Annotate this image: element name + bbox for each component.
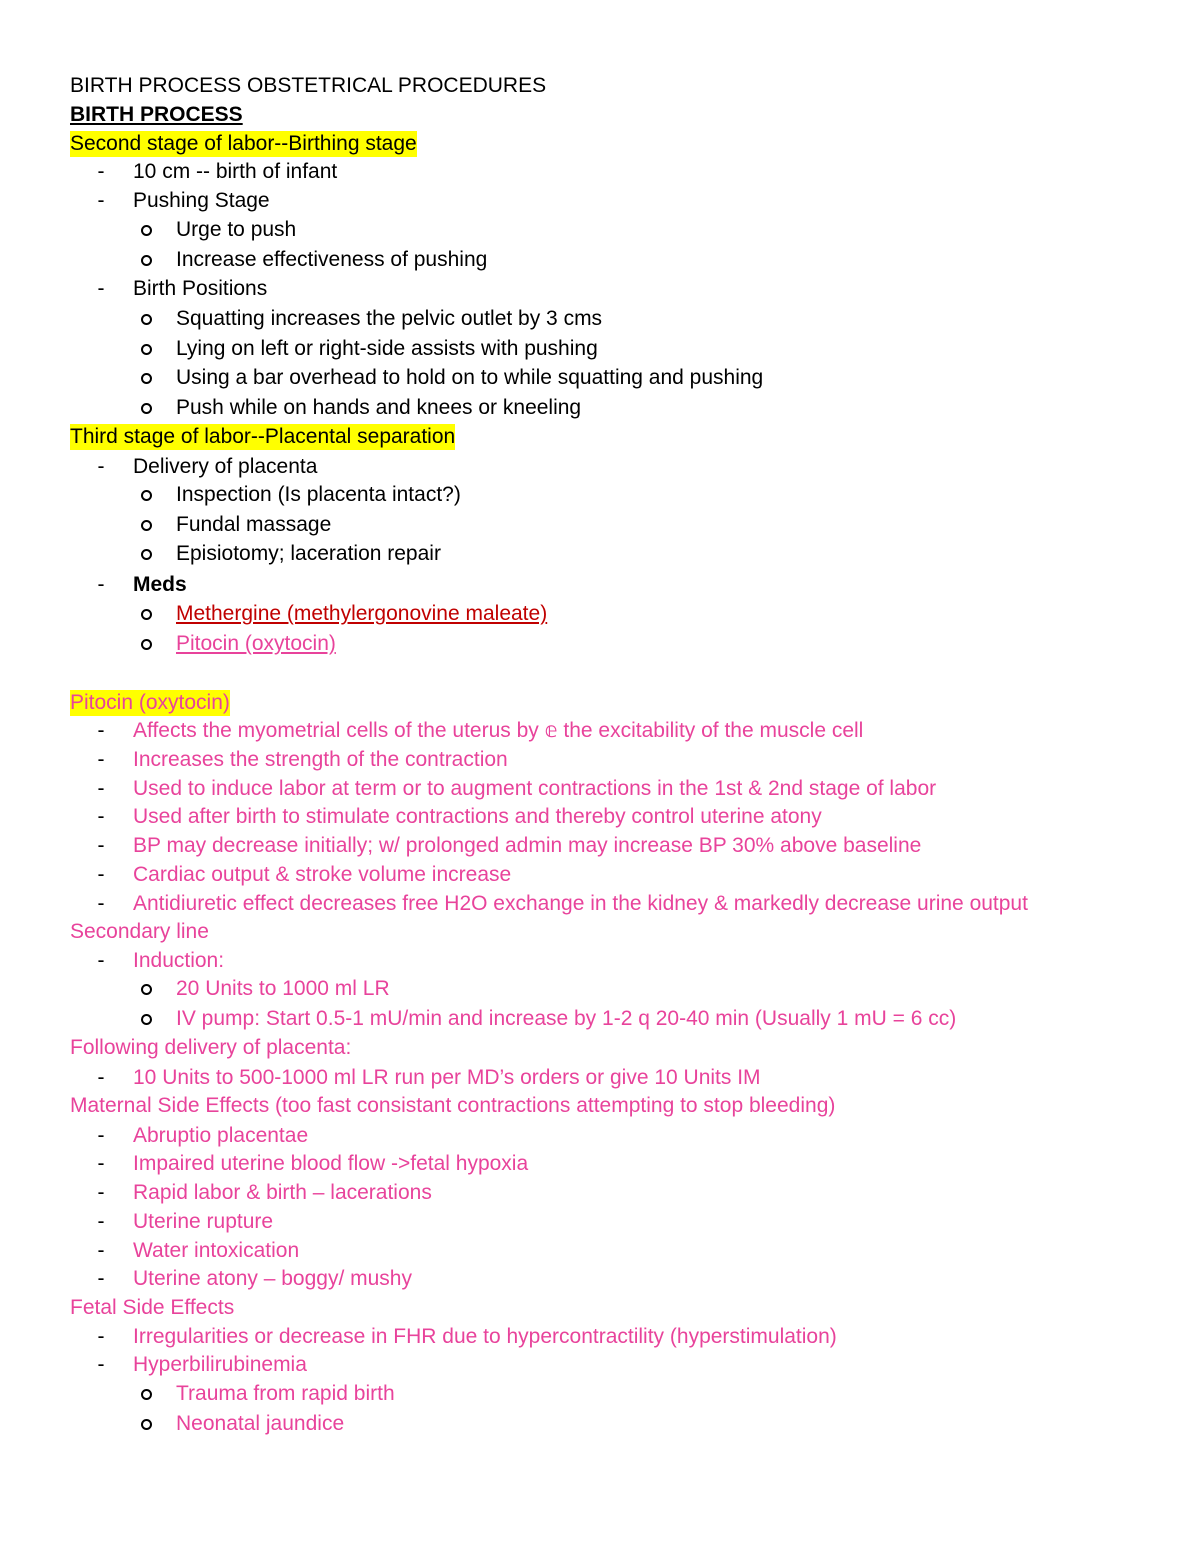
dash-bullet: - [97, 1325, 105, 1348]
list-item-text: Impaired uterine blood flow ->fetal hypoxia [133, 1152, 529, 1175]
section-heading: BIRTH PROCESS [70, 103, 243, 126]
dash-bullet: - [97, 1210, 105, 1233]
list-item-text: Inspection (Is placenta intact?) [176, 483, 461, 506]
second-stage-heading: Second stage of labor--Birthing stage [70, 132, 417, 155]
list-item-text: Hyperbilirubinemia [133, 1353, 307, 1376]
list-item-text: Irregularities or decrease in FHR due to hypercontractility (hyperstimulation) [133, 1325, 837, 1348]
circle-bullet-icon [141, 1389, 152, 1400]
circle-bullet-icon [141, 373, 152, 384]
list-item-text: Uterine atony – boggy/ mushy [133, 1267, 412, 1290]
dash-bullet: - [97, 1152, 105, 1175]
list-item-text: Meds [133, 573, 187, 596]
circle-bullet-icon [141, 255, 152, 266]
dash-bullet: - [97, 1124, 105, 1147]
dash-bullet: - [97, 455, 105, 478]
dash-bullet: - [97, 719, 105, 742]
circle-bullet-icon [141, 1419, 152, 1430]
dash-bullet: - [97, 1181, 105, 1204]
dash-bullet: - [97, 160, 105, 183]
list-item-text: Birth Positions [133, 277, 268, 300]
circle-bullet-icon [141, 225, 152, 236]
circle-bullet-icon [141, 344, 152, 355]
dash-bullet: - [97, 892, 105, 915]
list-item-text: Neonatal jaundice [176, 1412, 345, 1435]
list-item-text: Used to induce labor at term or to augment contractions in the 1st & 2nd stage of labor [133, 777, 937, 800]
list-item-text: Urge to push [176, 218, 297, 241]
fetal-side-effects-heading: Fetal Side Effects [70, 1296, 235, 1319]
methergine-link[interactable]: Methergine (methylergonovine maleate) [176, 602, 548, 625]
list-item-text: 10 cm -- birth of infant [133, 160, 338, 183]
list-item-text: Using a bar overhead to hold on to while squatting and pushing [176, 366, 764, 389]
secondary-line-heading: Secondary line [70, 920, 209, 943]
pitocin-heading: Pitocin (oxytocin) [70, 691, 230, 714]
dash-bullet: - [97, 277, 105, 300]
list-item-text: Cardiac output & stroke volume increase [133, 863, 512, 886]
list-item-text: Increase effectiveness of pushing [176, 248, 488, 271]
third-stage-heading: Third stage of labor--Placental separation [70, 425, 456, 448]
circle-bullet-icon [141, 549, 152, 560]
list-item-text: Rapid labor & birth – lacerations [133, 1181, 432, 1204]
circle-bullet-icon [141, 609, 152, 620]
circle-bullet-icon [141, 403, 152, 414]
list-item-text: Used after birth to stimulate contractions and thereby control uterine atony [133, 805, 822, 828]
list-item-text: Induction: [133, 949, 225, 972]
list-item-text: Antidiuretic effect decreases free H2O exchange in the kidney & markedly decrease urine output [133, 892, 1028, 915]
list-item-text: Water intoxication [133, 1239, 300, 1262]
maternal-side-effects-heading: Maternal Side Effects (too fast consistant contractions attempting to stop bleeding) [70, 1094, 836, 1117]
list-item-text: Fundal massage [176, 513, 332, 536]
circle-bullet-icon [141, 639, 152, 650]
list-item-text: Trauma from rapid birth [176, 1382, 395, 1405]
list-item-text: Episiotomy; laceration repair [176, 542, 441, 565]
list-item-text: Lying on left or right-side assists with pushing [176, 337, 598, 360]
dash-bullet: - [97, 573, 105, 596]
dash-bullet: - [97, 1066, 105, 1089]
list-item-text: Increases the strength of the contraction [133, 748, 508, 771]
dash-bullet: - [97, 189, 105, 212]
list-item-text: Affects the myometrial cells of the uterus by 𝕖 the excitability of the muscle cell [133, 719, 864, 742]
dash-bullet: - [97, 1267, 105, 1290]
dash-bullet: - [97, 777, 105, 800]
dash-bullet: - [97, 949, 105, 972]
list-item-text: Pushing Stage [133, 189, 270, 212]
dash-bullet: - [97, 748, 105, 771]
dash-bullet: - [97, 805, 105, 828]
circle-bullet-icon [141, 520, 152, 531]
circle-bullet-icon [141, 984, 152, 995]
circle-bullet-icon [141, 490, 152, 501]
following-delivery-heading: Following delivery of placenta: [70, 1036, 352, 1059]
list-item-text: 20 Units to 1000 ml LR [176, 977, 390, 1000]
list-item-text: Abruptio placentae [133, 1124, 309, 1147]
list-item-text: Push while on hands and knees or kneeling [176, 396, 582, 419]
circle-bullet-icon [141, 314, 152, 325]
dash-bullet: - [97, 1353, 105, 1376]
dash-bullet: - [97, 1239, 105, 1262]
dash-bullet: - [97, 834, 105, 857]
list-item-text: Uterine rupture [133, 1210, 274, 1233]
list-item-text: Squatting increases the pelvic outlet by 3 cms [176, 307, 603, 330]
document-title: BIRTH PROCESS OBSTETRICAL PROCEDURES [70, 74, 547, 97]
list-item-text: Delivery of placenta [133, 455, 318, 478]
pitocin-link[interactable]: Pitocin (oxytocin) [176, 632, 336, 655]
circle-bullet-icon [141, 1014, 152, 1025]
list-item-text: IV pump: Start 0.5-1 mU/min and increase by 1-2 q 20-40 min (Usually 1 mU = 6 cc) [176, 1007, 957, 1030]
dash-bullet: - [97, 863, 105, 886]
list-item-text: BP may decrease initially; w/ prolonged admin may increase BP 30% above baseline [133, 834, 922, 857]
list-item-text: 10 Units to 500-1000 ml LR run per MD’s orders or give 10 Units IM [133, 1066, 761, 1089]
